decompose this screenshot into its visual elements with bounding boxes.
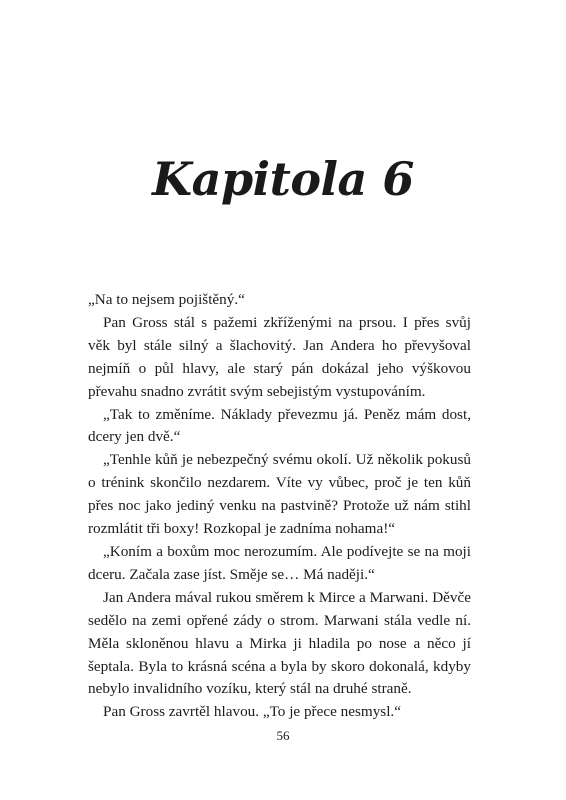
body-text (88, 289, 471, 724)
page-number: 56 (276, 728, 290, 743)
paragraph: „Tenhle kůň je nebezpečný svému okolí. Už několik pokusů o trénink skončilo nezdarem. Víte vy vůbec, proč je ten kůň přes noc jako jediný venku na pastvině? Protože už nám stihl rozmlátit tři boxy! Rozkopal je zadníma nohama!“ (88, 451, 471, 538)
paragraph: „Koním a boxům moc nerozumím. Ale podívejte se na moji dceru. Začala zase jíst. Směje se… Má naději.“ (88, 542, 471, 583)
paragraph: Pan Gross stál s pažemi zkříženými na prsou. I přes svůj věk byl stále silný a šlachovitý. Jan Andera ho převyšoval nejmíň o půl hlavy, ale starý pán dokázal jeho výškovou převahu snadno zvrátit svým sebejistým vystupováním. (88, 313, 471, 400)
paragraph: „Tak to změníme. Náklady převezmu já. Peněz mám dost, dcery jen dvě.“ (88, 405, 471, 446)
paragraph: Pan Gross zavrtěl hlavou. „To je přece nesmysl.“ (103, 703, 401, 721)
paragraph: „Na to nejsem pojištěný.“ (88, 291, 245, 308)
paragraph: Jan Andera mával rukou směrem k Mirce a Marwani. Děvče sedělo na zemi opřené zády o strom. Marwani stála vedle ní. Měla skloněnou hlavu a Mirka ji hladila po nose a něco jí šeptala. Byla to krásná scéna a byla by skoro dokonalá, kdyby nebylo invalidního vozíku, který stál na druhé straně. (88, 588, 471, 698)
chapter-title: Kapitola 6 (152, 151, 414, 206)
